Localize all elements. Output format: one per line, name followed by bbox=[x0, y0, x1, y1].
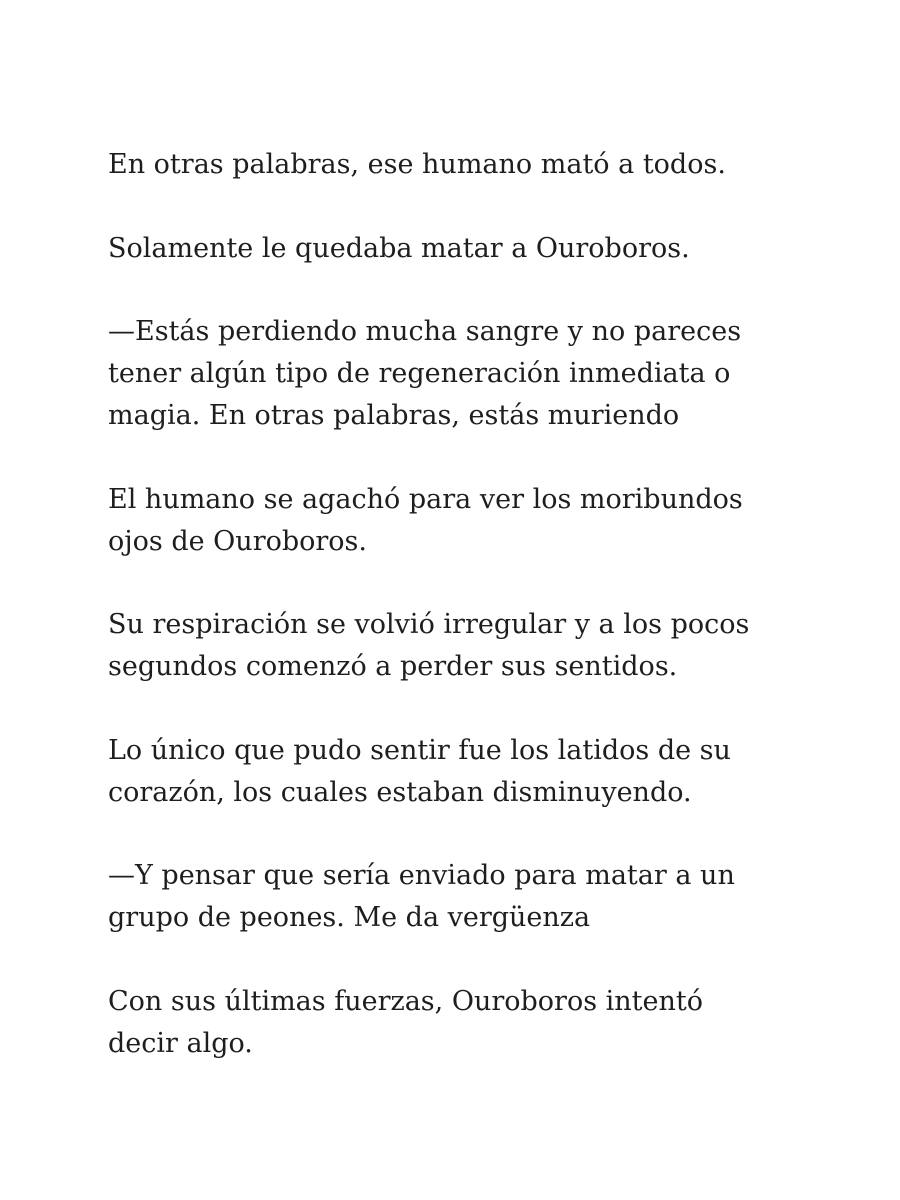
paragraph-1: En otras palabras, ese humano mató a todos. bbox=[108, 149, 726, 180]
document-body bbox=[108, 144, 788, 1106]
paragraph-4: El humano se agachó para ver los moribundos ojos de Ouroboros. bbox=[108, 483, 743, 557]
paragraph-2: Solamente le quedaba matar a Ouroboros. bbox=[108, 232, 690, 264]
paragraph-8: Con sus últimas fuerzas, Ouroboros intentó decir algo. bbox=[108, 985, 704, 1059]
paragraph-3: —Estás perdiendo mucha sangre y no pareces tener algún tipo de regeneración inmediata o magia. En otras palabras, estás muriendo bbox=[108, 316, 742, 431]
paragraph-7: —Y pensar que sería enviado para matar a un grupo de peones. Me da vergüenza bbox=[108, 860, 735, 933]
paragraph-6: Lo único que pudo sentir fue los latidos de su corazón, los cuales estaban disminuyendo. bbox=[108, 734, 731, 808]
paragraph-5: Su respiración se volvió irregular y a los pocos segundos comenzó a perder sus sentidos. bbox=[108, 609, 750, 682]
